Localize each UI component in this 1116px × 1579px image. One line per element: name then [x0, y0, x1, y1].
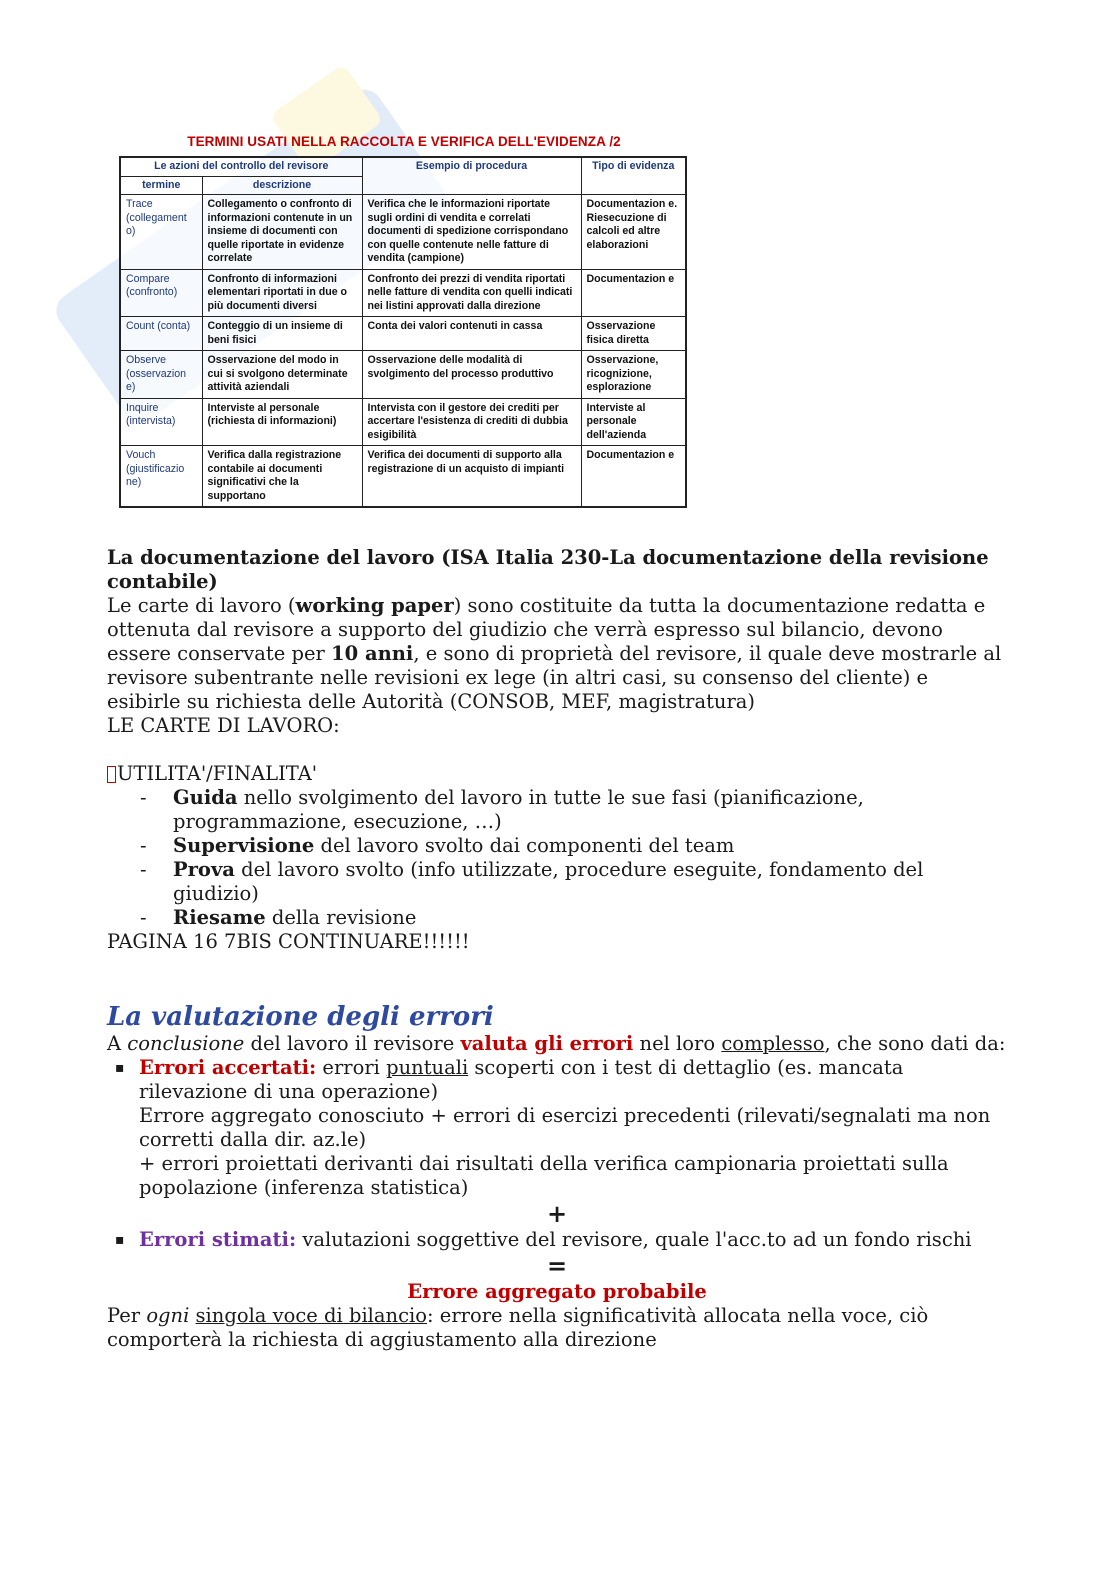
cell-example: Osservazione delle modalità di svolgimento del processo produttivo — [362, 351, 581, 399]
italic-span: ogni — [146, 1304, 190, 1327]
cell-example: Verifica che le informazioni riportate sugli ordini di vendita e correlati documenti di spedizione corrispondano con quelle contenute nelle fatture di vendita (campione) — [362, 195, 581, 270]
list-item — [173, 786, 1007, 834]
cell-description: Verifica dalla registrazione contabile ai documenti significativi che la supportano — [202, 446, 362, 508]
section-title-documentazione — [107, 546, 1007, 594]
equals-sign: = — [546, 1251, 568, 1280]
cell-term: Trace (collegament o) — [120, 195, 202, 270]
table-row — [120, 269, 686, 317]
text-span: del lavoro svolto (info utilizzate, procedure eseguite, fondamento del giudizio) — [173, 858, 924, 905]
note-text: PAGINA 16 7BIS CONTINUARE!!!!!! — [107, 930, 470, 953]
cell-example: Conta dei valori contenuti in cassa — [362, 317, 581, 351]
list-item — [173, 906, 1007, 930]
errori-stimati-label: Errori stimati: — [139, 1228, 297, 1251]
table-row — [120, 351, 686, 399]
document-body — [107, 546, 1007, 954]
missing-glyph-icon — [107, 766, 116, 783]
text-span: nel loro — [633, 1032, 722, 1055]
table-row — [120, 446, 686, 508]
text-span: valutazioni soggettive del revisore, quale l'acc.to ad un fondo rischi — [296, 1228, 972, 1251]
cell-description: Osservazione del modo in cui si svolgono determinate attività aziendali — [202, 351, 362, 399]
bold-span: Supervisione — [173, 834, 315, 857]
evidence-figure — [119, 134, 689, 508]
text-span: errori — [316, 1056, 387, 1079]
cell-example: Intervista con il gestore dei crediti per accertare l'esistenza di crediti di dubbia esigibilità — [362, 398, 581, 446]
errori-list — [107, 1056, 1007, 1200]
italic-span: conclusione — [127, 1032, 245, 1055]
cell-term: Count (conta) — [120, 317, 202, 351]
text-span: , e sono di proprietà del revisore, il quale deve mostrarle al revisore subentrante nelle revisioni ex lege (in altri casi, su consenso del cliente) e esibirle su richiesta delle Autorità (CONSOB, MEF, magistratura) — [107, 642, 1002, 713]
errori-accertati-line2: Errore aggregato conosciuto + errori di esercizi precedenti (rilevati/segnalati ma non corretti dalla dir. az.le) — [139, 1104, 991, 1151]
cell-description: Collegamento o confronto di informazioni contenute in un insieme di documenti con quelle riportate in evidenze correlate — [202, 195, 362, 270]
underlined-span: complesso — [721, 1032, 825, 1055]
red-span: valuta gli errori — [460, 1032, 634, 1055]
errore-aggregato-probabile: Errore aggregato probabile — [407, 1280, 707, 1303]
document-body-2 — [107, 1002, 1007, 1352]
text-span: Per — [107, 1304, 147, 1327]
bold-span: Guida — [173, 786, 238, 809]
cell-type: Interviste al personale dell'azienda — [581, 398, 686, 446]
header-example: Esempio di procedura — [362, 157, 581, 195]
table-row — [120, 398, 686, 446]
section-title-text: La documentazione del lavoro (ISA Italia 230-La documentazione della revisione contabile) — [107, 546, 989, 593]
cell-type: Osservazione, ricognizione, esplorazione — [581, 351, 686, 399]
square-bullet-icon: ▪ — [115, 1232, 125, 1248]
cell-type: Documentazion e — [581, 446, 686, 508]
errori-accertati-line3: + errori proiettati derivanti dai risultati della verifica campionaria proiettati sulla popolazione (inferenza statistica) — [139, 1152, 949, 1199]
list-item-errori-stimati — [115, 1228, 1007, 1252]
list-item — [173, 834, 1007, 858]
text-span: ) sono costituite da tutta la documentazione redatta e ottenuta dal revisore a supporto del giudizio che verrà espresso sul bilancio, devono essere conservate per — [107, 594, 986, 665]
paragraph-voce-bilancio — [107, 1304, 1007, 1352]
section-title-valutazione: La valutazione degli errori — [107, 1002, 494, 1032]
carte-heading: LE CARTE DI LAVORO: — [107, 714, 340, 737]
underlined-span: singola voce di bilancio — [195, 1304, 428, 1327]
blank-line — [107, 738, 1007, 762]
text-span: , che sono dati da: — [824, 1032, 1006, 1055]
cell-type: Osservazione fisica diretta — [581, 317, 686, 351]
bold-span: working paper — [295, 594, 454, 617]
utilita-text: UTILITA'/FINALITA' — [117, 762, 318, 785]
figure-title: TERMINI USATI NELLA RACCOLTA E VERIFICA DELL'EVIDENZA /2 — [187, 134, 621, 149]
table-row — [120, 317, 686, 351]
list-item — [173, 858, 1007, 906]
plus-sign: + — [546, 1199, 568, 1228]
utilita-heading — [107, 762, 1007, 786]
errori-list-2 — [107, 1228, 1007, 1252]
text-span: Le carte di lavoro ( — [107, 594, 296, 617]
bold-span: Prova — [173, 858, 235, 881]
cell-term: Vouch (giustificazio ne) — [120, 446, 202, 508]
text-span: del lavoro il revisore — [244, 1032, 461, 1055]
text-span: nello svolgimento del lavoro in tutte le sue fasi (pianificazione, programmazione, esecuzione, …) — [173, 786, 864, 833]
paragraph-carte-di-lavoro — [107, 594, 1007, 714]
header-group: Le azioni del controllo del revisore — [120, 157, 362, 176]
errori-accertati-label: Errori accertati: — [139, 1056, 317, 1079]
cell-example: Verifica dei documenti di supporto alla registrazione di un acquisto di impianti — [362, 446, 581, 508]
cell-description: Interviste al personale (richiesta di informazioni) — [202, 398, 362, 446]
header-term: termine — [120, 176, 202, 195]
cell-description: Confronto di informazioni elementari riportati in due o più documenti diversi — [202, 269, 362, 317]
cell-term: Inquire (intervista) — [120, 398, 202, 446]
cell-term: Observe (osservazion e) — [120, 351, 202, 399]
header-description: descrizione — [202, 176, 362, 195]
table-row — [120, 195, 686, 270]
bold-span: Riesame — [173, 906, 266, 929]
text-span: : errore nella significatività allocata nella voce, ciò comporterà la richiesta di aggiustamento alla direzione — [107, 1304, 929, 1351]
cell-term: Compare (confronto) — [120, 269, 202, 317]
text-span: A — [107, 1032, 128, 1055]
text-span: scoperti con i test di dettaglio (es. mancata rilevazione di una operazione) — [139, 1056, 904, 1103]
utilita-list — [107, 786, 1007, 930]
underlined-span: puntuali — [386, 1056, 469, 1079]
evidence-table — [119, 156, 687, 508]
list-item-errori-accertati — [115, 1056, 1007, 1200]
bold-span: 10 anni — [331, 642, 414, 665]
cell-type: Documentazion e — [581, 269, 686, 317]
header-type: Tipo di evidenza — [581, 157, 686, 195]
paragraph-valutazione — [107, 1032, 1007, 1056]
square-bullet-icon: ▪ — [115, 1060, 125, 1076]
text-span: del lavoro svolto dai componenti del team — [314, 834, 735, 857]
cell-type: Documentazion e. Riesecuzione di calcoli ed altre elaborazioni — [581, 195, 686, 270]
cell-example: Confronto dei prezzi di vendita riportati nelle fatture di vendita con quelli indicati nei listini approvati dalla direzione — [362, 269, 581, 317]
text-span: della revisione — [265, 906, 417, 929]
cell-description: Conteggio di un insieme di beni fisici — [202, 317, 362, 351]
